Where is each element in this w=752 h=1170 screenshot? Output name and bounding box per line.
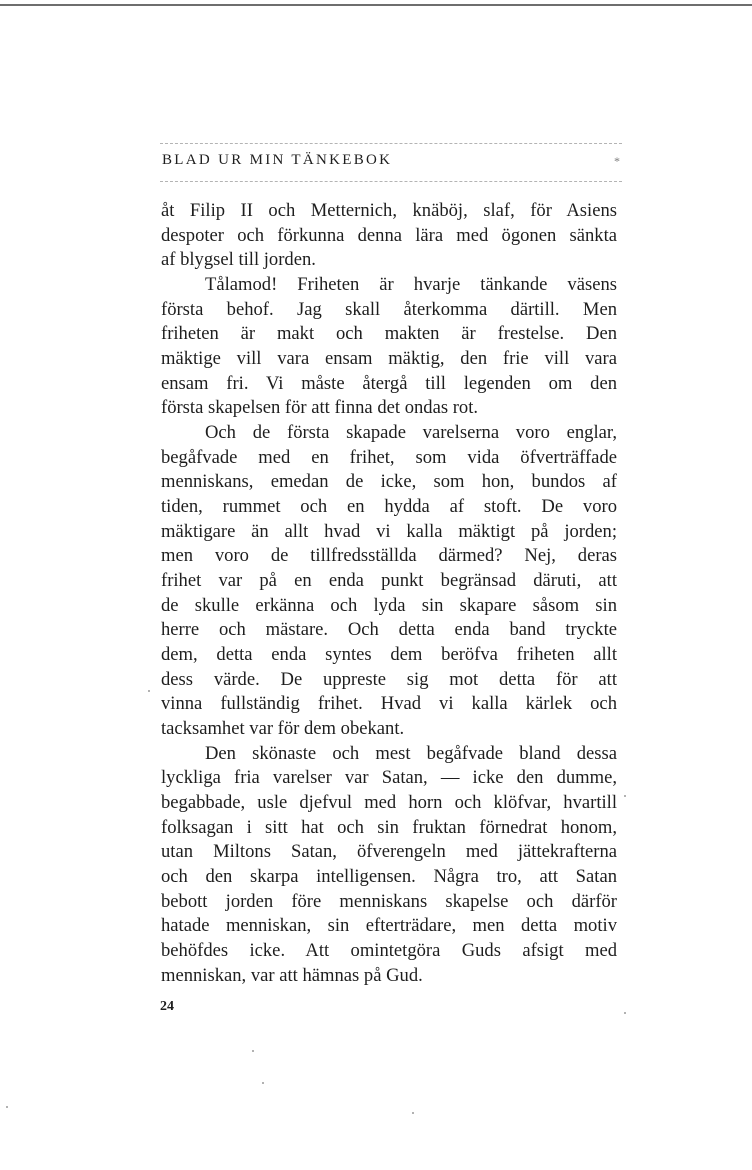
body-text — [161, 199, 617, 989]
text-line: folksagan i sitt hat och sin fruktan förnedrat honom, — [161, 816, 617, 838]
text-line: tacksamhet var för dem obekant. — [161, 718, 405, 740]
page-number: 24 — [160, 999, 174, 1014]
text-line: menniskan, var att hämnas på Gud. — [161, 964, 423, 986]
text-line: begabbade, usle djefvul med horn och klöfvar, hvartill — [161, 792, 617, 814]
paper-speck — [262, 1082, 264, 1084]
text-line: mäktige vill vara ensam mäktig, den frie vill vara — [161, 348, 617, 370]
text-line: första skapelsen för att finna det ondas rot. — [161, 397, 479, 419]
text-line: dess värde. De uppreste sig mot detta för att — [161, 668, 617, 690]
running-title: BLAD UR MIN TÄNKEBOK — [162, 152, 393, 168]
text-line: åt Filip II och Metternich, knäböj, slaf, för Asiens — [161, 200, 617, 221]
text-line: vinna fullständig frihet. Hvad vi kalla kärlek och — [161, 693, 617, 715]
text-line: mäktigare än allt hvad vi kalla mäktigt på jorden; — [161, 520, 617, 542]
page-top-edge — [0, 4, 752, 6]
header-rule-top — [160, 143, 622, 144]
text-line: de skulle erkänna och lyda sin skapare såsom sin — [161, 594, 617, 616]
text-line: och den skarpa intelligensen. Några tro, att Satan — [161, 866, 617, 888]
text-line: Och de första skapade varelserna voro englar, — [205, 422, 617, 444]
text-line: af blygsel till jorden. — [161, 249, 316, 271]
text-line: herre och mästare. Och detta enda band tryckte — [161, 619, 617, 641]
text-line: dem, detta enda syntes dem beröfva friheten allt — [161, 644, 617, 666]
paper-speck — [6, 1106, 8, 1108]
text-line: despoter och förkunna denna lära med ögonen sänkta — [161, 224, 617, 246]
text-line: begåfvade med en frihet, som vida öfverträffade — [161, 446, 617, 468]
text-line: behöfdes icke. Att omintetgöra Guds afsigt med — [161, 940, 617, 962]
text-line: första behof. Jag skall återkomma därtill. Men — [161, 298, 617, 320]
text-line: utan Miltons Satan, öfverengeln med jättekrafterna — [161, 841, 617, 863]
paper-speck — [412, 1112, 414, 1114]
header-rule-bottom — [160, 181, 622, 182]
text-line: bebott jorden före menniskans skapelse och därför — [161, 890, 617, 912]
text-line: hatade menniskan, sin efterträdare, men detta motiv — [161, 915, 617, 937]
paper-speck — [252, 1050, 254, 1052]
paper-speck — [624, 1012, 626, 1014]
text-line: menniskans, emedan de icke, som hon, bundos af — [161, 471, 617, 493]
paper-speck — [148, 690, 150, 692]
text-line: Tålamod! Friheten är hvarje tänkande väsens — [205, 274, 617, 296]
text-line: ensam fri. Vi måste återgå till legenden om den — [161, 372, 617, 394]
text-line: lyckliga fria varelser var Satan, — icke den dumme, — [161, 767, 617, 789]
text-line: friheten är makt och makten är frestelse. Den — [161, 323, 617, 345]
text-line: Den skönaste och mest begåfvade bland dessa — [205, 742, 617, 764]
text-line: men voro de tillfredsställda därmed? Nej, deras — [161, 545, 617, 567]
text-line: tiden, rummet och en hydda af stoft. De voro — [161, 496, 617, 518]
running-head — [162, 150, 622, 176]
paper-speck — [624, 795, 626, 797]
asterisk-ornament-icon: * — [614, 154, 620, 168]
text-line: frihet var på en enda punkt begränsad däruti, att — [161, 570, 617, 592]
